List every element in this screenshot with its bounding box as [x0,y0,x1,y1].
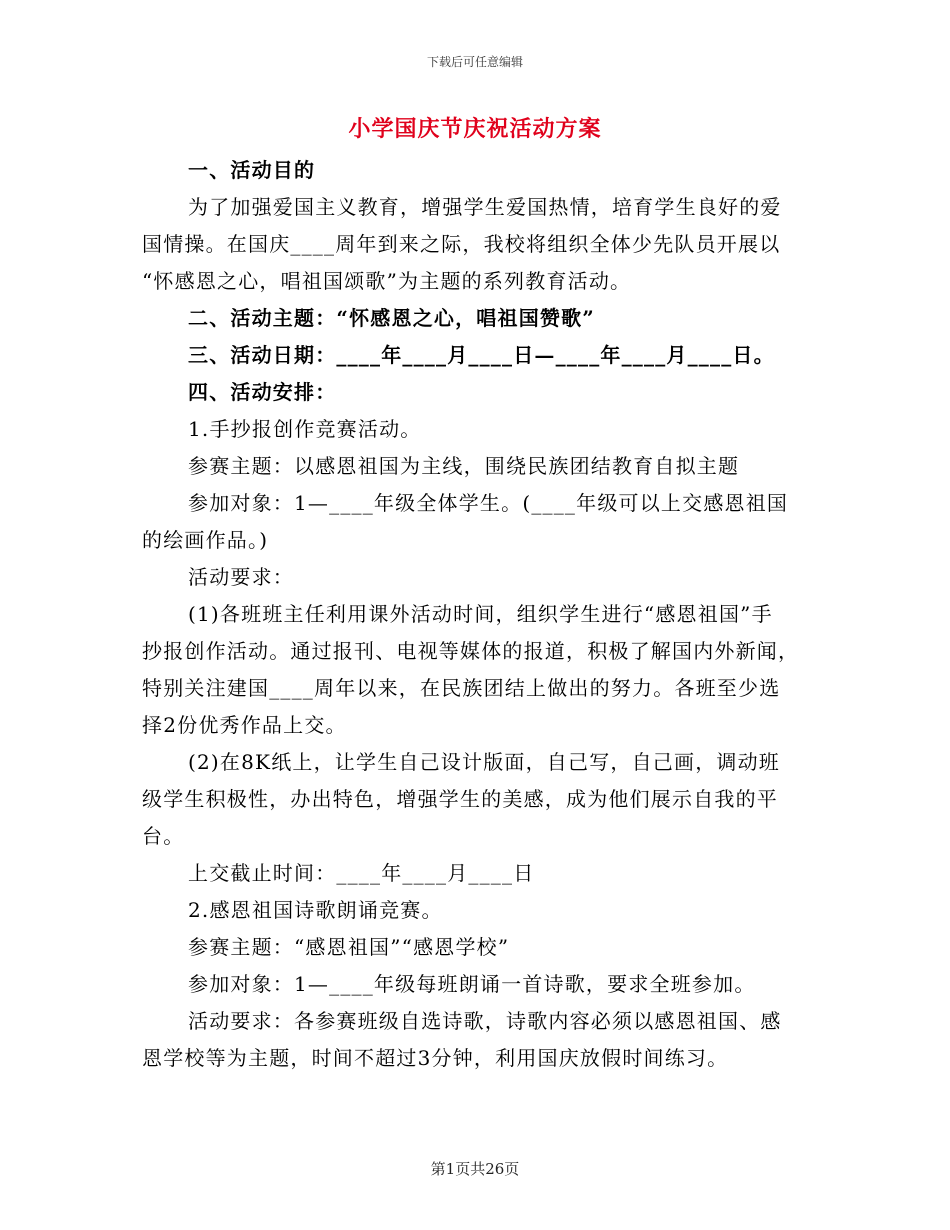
paragraph-line: 级学生积极性，办出特色，增强学生的美感，成为他们展示自我的平 [142,787,778,811]
paragraph-line: 国情操。在国庆____周年到来之际，我校将组织全体少先队员开展以 [142,232,781,256]
paragraph-line: 参加对象：1—____年级全体学生。(____年级可以上交感恩祖国 [188,491,789,515]
paragraph-line: 活动要求： [188,565,294,589]
paragraph-line: 的绘画作品。) [142,528,269,552]
section-heading: 三、活动日期：____年____月____日—____年____月____日。 [188,343,775,367]
paragraph-line: 抄报创作活动。通过报刊、电视等媒体的报道，积极了解国内外新闻， [142,639,800,663]
paragraph-line: (2)在8K纸上，让学生自己设计版面，自己写，自己画，调动班 [188,750,780,774]
document-body [142,152,807,1077]
paragraph-line: 台。 [142,824,185,848]
paragraph-line: 上交截止时间：____年____月____日 [188,861,535,885]
section-heading: 二、活动主题：“怀感恩之心，唱祖国赞歌” [188,306,596,330]
paragraph-line: 为了加强爱国主义教育，增强学生爱国热情，培育学生良好的爱 [188,195,782,219]
paragraph-line: 特别关注建国____周年以来，在民族团结上做出的努力。各班至少选 [142,676,781,700]
paragraph-line: 参赛主题：以感恩祖国为主线，围绕民族团结教育自拟主题 [188,454,740,478]
document-title: 小学国庆节庆祝活动方案 [348,116,602,142]
paragraph-line: 参加对象：1—____年级每班朗诵一首诗歌，要求全班参加。 [188,972,756,996]
paragraph-line: 择2份优秀作品上交。 [142,713,347,737]
header-note: 下载后可任意编辑 [426,55,523,69]
item-heading: 2.感恩祖国诗歌朗诵竞赛。 [188,898,443,922]
item-heading: 1.手抄报创作竞赛活动。 [188,417,422,441]
paragraph-line: 活动要求：各参赛班级自选诗歌，诗歌内容必须以感恩祖国、感 [188,1009,782,1033]
paragraph-line: 恩学校等为主题，时间不超过3分钟，利用国庆放假时间练习。 [142,1046,729,1070]
paragraph-line: “怀感恩之心，唱祖国颂歌”为主题的系列教育活动。 [142,269,632,293]
paragraph-line: (1)各班班主任利用课外活动时间，组织学生进行“感恩祖国”手 [188,602,773,626]
section-heading: 四、活动安排： [188,380,337,404]
paragraph-line: 参赛主题：“感恩祖国”“感恩学校” [188,935,510,959]
section-heading: 一、活动目的 [188,158,316,182]
page-footer: 第1页共26页 [430,1160,520,1178]
